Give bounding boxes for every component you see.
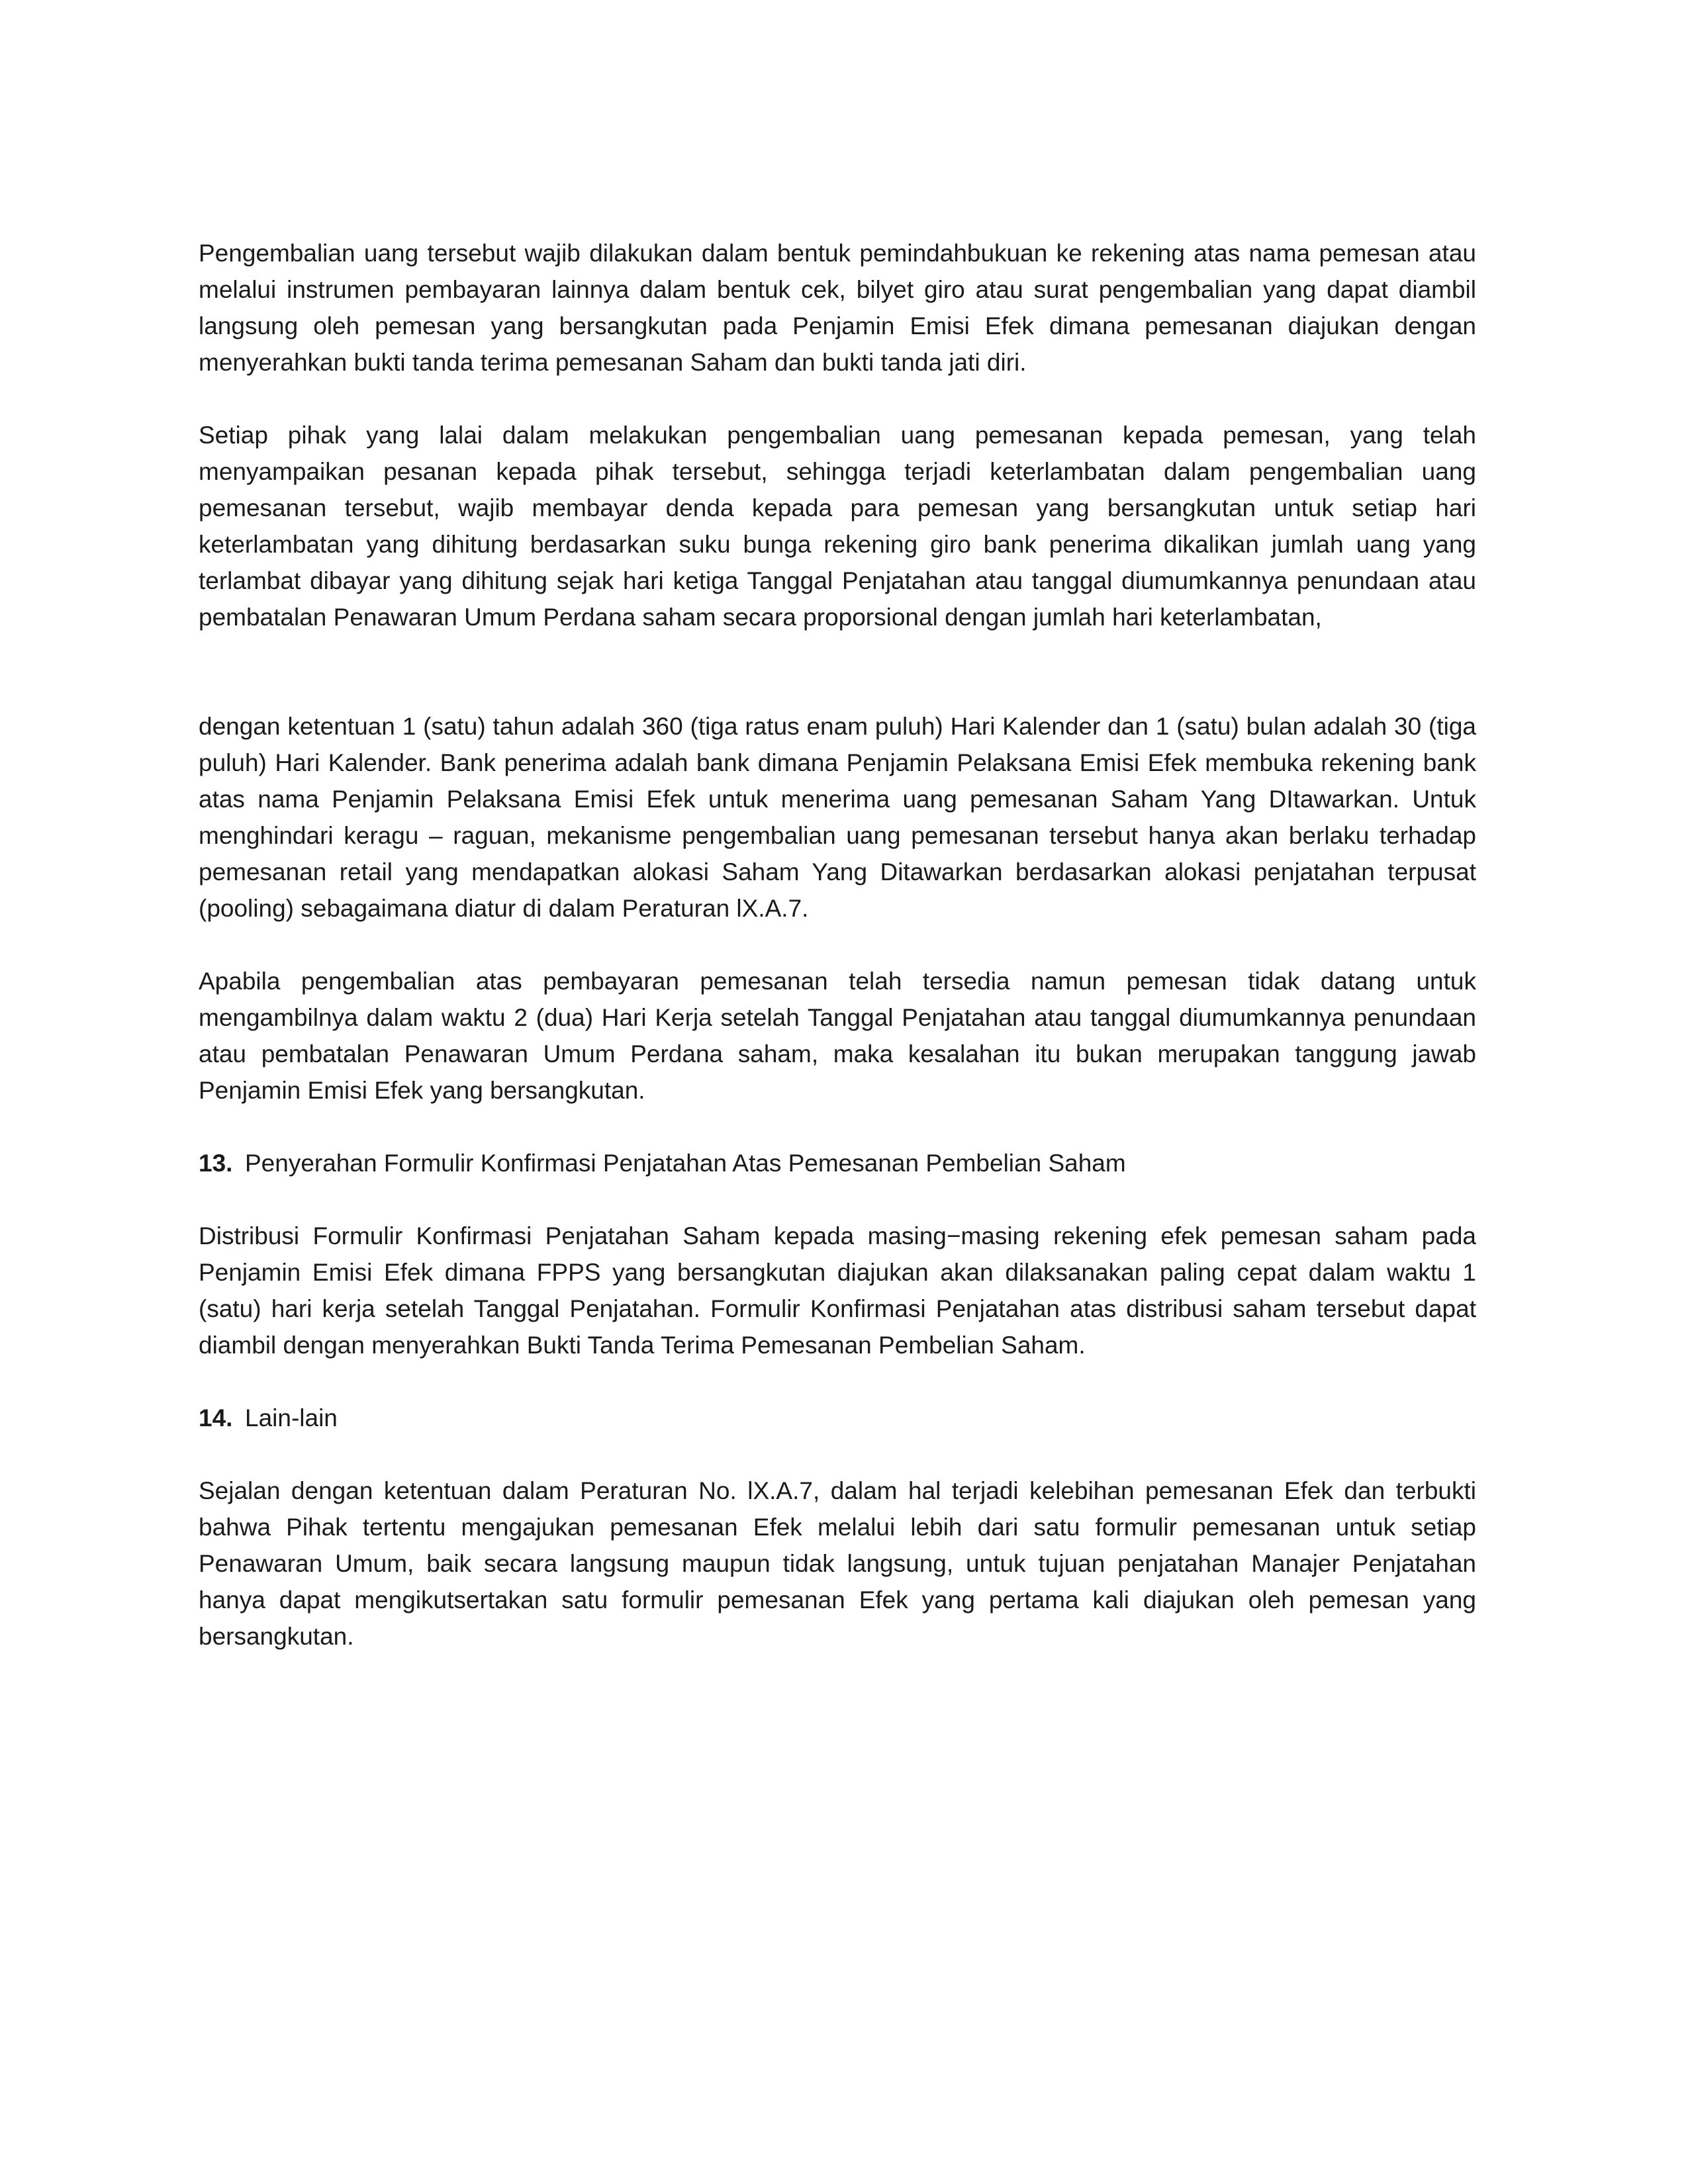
section-number-14: 14. [199, 1404, 233, 1432]
section-heading-14 [199, 1400, 1476, 1436]
paragraph-interest-calculation: dengan ketentuan 1 (satu) tahun adalah 360 (tiga ratus enam puluh) Hari Kalender dan 1 (satu) bulan adalah 30 (tiga puluh) Hari Kalender. Bank penerima adalah bank dimana Penjamin Pelaksana Emisi Efek membuka rekening bank atas nama Penjamin Pelaksana Emisi Efek untuk menerima uang pemesanan Saham Yang DItawarkan. Untuk menghindari keragu – raguan, mekanisme pengembalian uang pemesanan tersebut hanya akan berlaku terhadap pemesanan retail yang mendapatkan alokasi Saham Yang Ditawarkan berdasarkan alokasi penjatahan terpusat (pooling) sebagaimana diatur di dalam Peraturan lX.A.7. [199, 713, 1476, 922]
paragraph-refund-method: Pengembalian uang tersebut wajib dilakukan dalam bentuk pemindahbukuan ke rekening atas nama pemesan atau melalui instrumen pembayaran lainnya dalam bentuk cek, bilyet giro atau surat pengembalian yang dapat diambil langsung oleh pemesan yang bersangkutan pada Penjamin Emisi Efek dimana pemesanan diajukan dengan menyerahkan bukti tanda terima pemesanan Saham dan bukti tanda jati diri. [199, 240, 1476, 376]
section-heading-13 [199, 1145, 1476, 1181]
paragraph-late-refund-penalty: Setiap pihak yang lalai dalam melakukan pengembalian uang pemesanan kepada pemesan, yang telah menyampaikan pesanan kepada pihak tersebut, sehingga terjadi keterlambatan dalam pengembalian uang pemesanan tersebut, wajib membayar denda kepada para pemesan yang bersangkutan untuk setiap hari keterlambatan yang dihitung berdasarkan suku bunga rekening giro bank penerima dikalikan jumlah uang yang terlambat dibayar yang dihitung sejak hari ketiga Tanggal Penjatahan atau tanggal diumumkannya penundaan atau pembatalan Penawaran Umum Perdana saham secara proporsional dengan jumlah hari keterlambatan, [199, 422, 1476, 631]
paragraph-multiple-orders: Sejalan dengan ketentuan dalam Peraturan No. lX.A.7, dalam hal terjadi kelebihan pemesanan Efek dan terbukti bahwa Pihak tertentu mengajukan pemesanan Efek melalui lebih dari satu formulir pemesanan untuk setiap Penawaran Umum, baik secara langsung maupun tidak langsung, untuk tujuan penjatahan Manajer Penjatahan hanya dapat mengikutsertakan satu formulir pemesanan Efek yang pertama kali diajukan oleh pemesan yang bersangkutan. [199, 1477, 1476, 1650]
section-title-14: Lain-lain [245, 1404, 338, 1432]
paragraph-allotment-confirmation: Distribusi Formulir Konfirmasi Penjatahan Saham kepada masing−masing rekening efek pemesan saham pada Penjamin Emisi Efek dimana FPPS yang bersangkutan diajukan akan dilaksanakan paling cepat dalam waktu 1 (satu) hari kerja setelah Tanggal Penjatahan. Formulir Konfirmasi Penjatahan atas distribusi saham tersebut dapat diambil dengan menyerahkan Bukti Tanda Terima Pemesanan Pembelian Saham. [199, 1222, 1476, 1359]
document-body [199, 235, 1476, 1655]
section-number-13: 13. [199, 1150, 233, 1177]
section-title-13: Penyerahan Formulir Konfirmasi Penjatahan Atas Pemesanan Pembelian Saham [245, 1150, 1126, 1177]
paragraph-unclaimed-refund: Apabila pengembalian atas pembayaran pemesanan telah tersedia namun pemesan tidak datang untuk mengambilnya dalam waktu 2 (dua) Hari Kerja setelah Tanggal Penjatahan atau tanggal diumumkannya penundaan atau pembatalan Penawaran Umum Perdana saham, maka kesalahan itu bukan merupakan tanggung jawab Penjamin Emisi Efek yang bersangkutan. [199, 968, 1476, 1104]
